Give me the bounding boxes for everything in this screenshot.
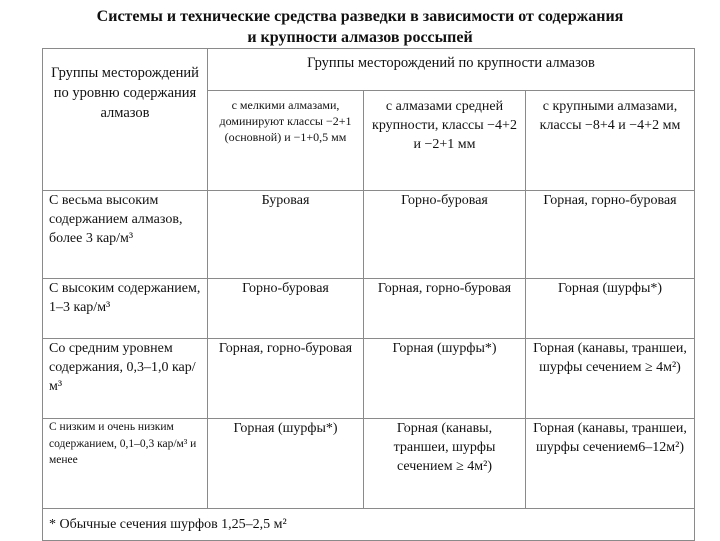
column-header: с крупными алмазами, классы −8+4 и −4+2 мм — [526, 91, 695, 191]
table-cell: Горная, горно-буровая — [208, 339, 364, 419]
table-cell: Горная (шурфы*) — [364, 339, 526, 419]
row-label: С низким и очень низким содержанием, 0,1–0,3 кар/м³ и менее — [43, 419, 208, 509]
row-label: Со средним уровнем содержания, 0,3–1,0 кар/м³ — [43, 339, 208, 419]
table-cell: Горная (шурфы*) — [208, 419, 364, 509]
group-header: Группы месторождений по крупности алмазов — [307, 55, 595, 71]
row-label: С весьма высоким содержанием алмазов, более 3 кар/м³ — [43, 191, 208, 279]
title-line-2: и крупности алмазов россыпей — [247, 29, 473, 46]
table-row — [43, 279, 695, 339]
table-cell: Горная, горно-буровая — [526, 191, 695, 279]
table-cell: Горно-буровая — [364, 191, 526, 279]
table-row — [43, 419, 695, 509]
table-cell: Горная (канавы, траншеи, шурфы сечением ≥ 4м²) — [364, 419, 526, 509]
table-row — [43, 339, 695, 419]
column-header: с алмазами средней крупности, классы −4+2 и −2+1 мм — [364, 91, 526, 191]
exploration-table — [42, 48, 695, 541]
table-cell: Горная (канавы, траншеи, шурфы сечением ≥ 4м²) — [526, 339, 695, 419]
table-cell: Горная (шурфы*) — [526, 279, 695, 339]
column-header: с мелкими алмазами, доминируют классы −2+1 (основной) и −1+0,5 мм — [208, 91, 364, 191]
table-cell: Буровая — [208, 191, 364, 279]
row-header: Группы месторождений по уровню содержания алмазов — [51, 65, 199, 121]
group-header-cell — [208, 49, 695, 91]
table-row — [43, 191, 695, 279]
footnote: * Обычные сечения шурфов 1,25–2,5 м² — [43, 509, 695, 541]
table-cell: Горная (канавы, траншеи, шурфы сечением6–12м²) — [526, 419, 695, 509]
row-label: С высоким содержанием, 1–3 кар/м³ — [43, 279, 208, 339]
row-header-cell — [43, 49, 208, 191]
table-cell: Горно-буровая — [208, 279, 364, 339]
document-title — [0, 6, 720, 48]
table-cell: Горная, горно-буровая — [364, 279, 526, 339]
title-line-1: Системы и технические средства разведки в зависимости от содержания — [96, 8, 624, 25]
